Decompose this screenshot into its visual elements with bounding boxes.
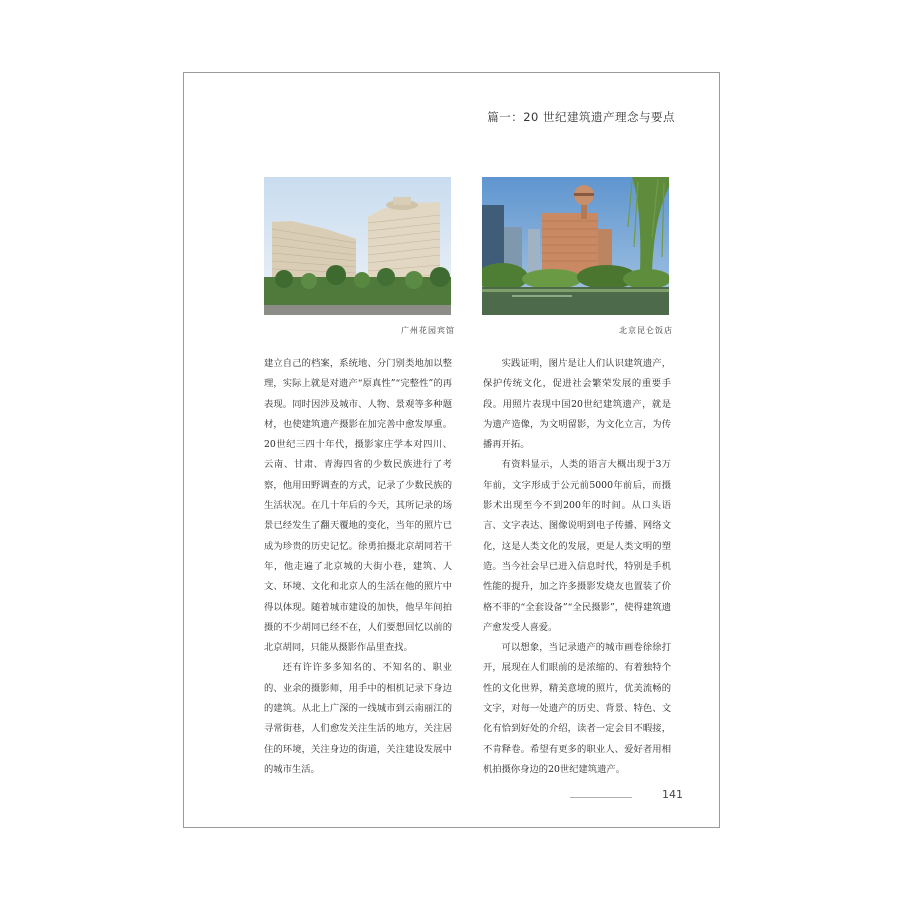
text-column-left <box>264 354 452 780</box>
text-column-right <box>483 354 671 780</box>
photo-beijing-kunlun-hotel <box>482 177 669 315</box>
footer-rule <box>570 797 632 798</box>
paragraph: 建立自己的档案，系统地、分门别类地加以整理，实际上就是对遗产“原真性”“完整性”的再表现。同时因涉及城市、人物、景观等多种题材，也使建筑遗产摄影在加完善中愈发厚重。20世纪三四十年代，摄影家庄学本对四川、云南、甘肃、青海四省的少数民族进行了考察，他用田野调查的方式，记录了少数民族的生活状况。在几十年后的今天，其所记录的场景已经发生了翻天覆地的变化，当年的照片已成为珍贵的历史记忆。徐勇拍摄北京胡同若干年，他走遍了北京城的大街小巷，建筑、人文、环境、文化和北京人的生活在他的照片中得以体现。随着城市建设的加快，他早年间拍摄的不少胡同已经不在，人们要想回忆以前的北京胡同，只能从摄影作品里查找。 <box>264 358 452 654</box>
photo-caption-left: 广州花园宾馆 <box>401 326 455 335</box>
paragraph: 有资料显示，人类的语言大概出现于3万年前，文字形成于公元前5000年前后，而摄影术出现至今不到200年的时间。从口头语言、文字表达、图像说明到电子传播、网络文化，这是人类文化的发展，更是人类文明的塑造。当今社会早已进入信息时代，特别是手机性能的提升，加之许多摄影发烧友也置装了价格不菲的“全套设备”“全民摄影”，使得建筑遗产愈发受人喜爱。 <box>483 459 671 633</box>
photo-caption-right: 北京昆仑饭店 <box>619 326 673 335</box>
photo-guangzhou-garden-hotel <box>264 177 451 315</box>
paragraph: 可以想象，当记录遗产的城市画卷徐徐打开，展现在人们眼前的是浓缩的、有着独特个性的文化世界，精美意境的照片，优美流畅的文字，对每一处遗产的历史、背景、特色、文化有恰到好处的介绍，读者一定会目不暇接，不肯释卷。希望有更多的职业人、爱好者用相机拍摄你身边的20世纪建筑遗产。 <box>483 642 671 775</box>
page-number: 141 <box>662 788 683 801</box>
book-page <box>183 72 720 828</box>
paragraph: 还有许许多多知名的、不知名的、职业的、业余的摄影师，用手中的相机记录下身边的建筑。从北上广深的一线城市到云南丽江的寻常街巷，人们愈发关注生活的地方，关注居住的环境，关注身边的街道，关注建设发展中的城市生活。 <box>264 662 452 775</box>
paragraph: 实践证明，图片是让人们认识建筑遗产，保护传统文化，促进社会繁荣发展的重要手段。用照片表现中国20世纪建筑遗产，就是为遗产造像，为文明留影，为文化立言，为传播再开拓。 <box>483 358 671 451</box>
running-header: 篇一：20 世纪建筑遗产理念与要点 <box>487 110 675 124</box>
